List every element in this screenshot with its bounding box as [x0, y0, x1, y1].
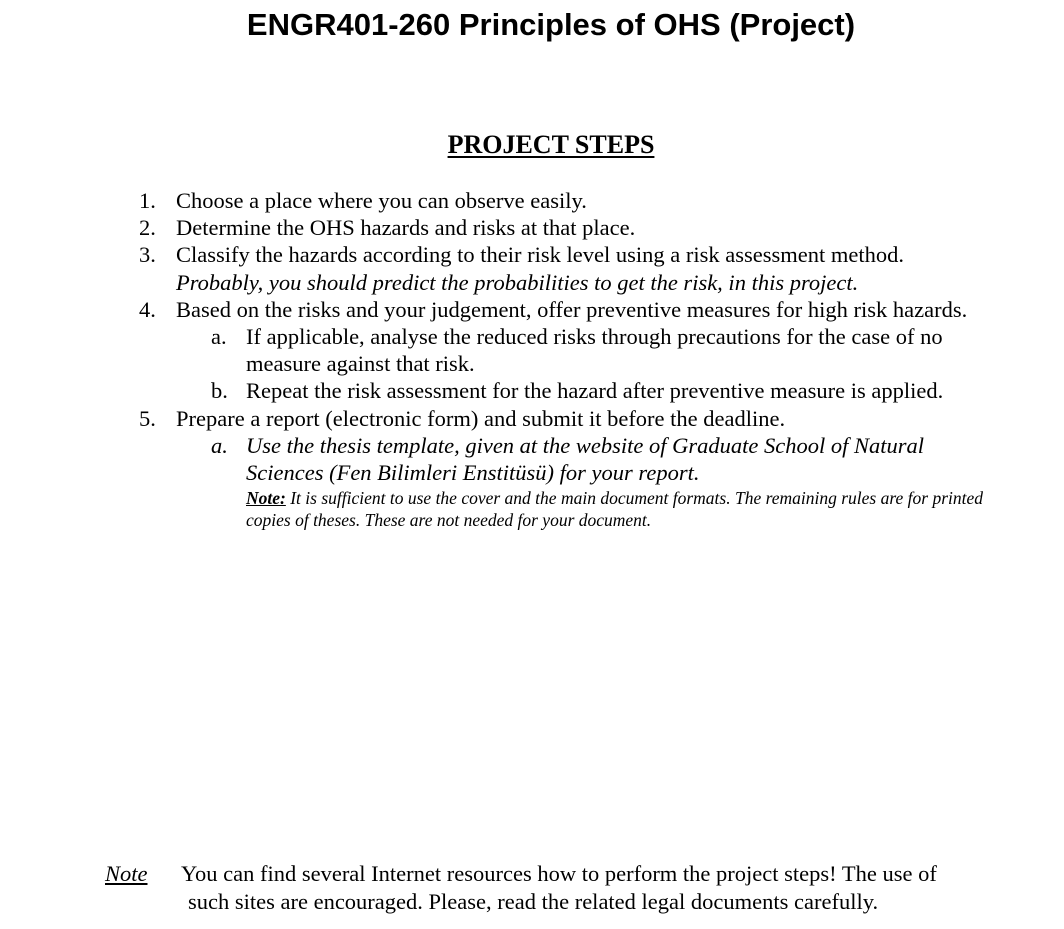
section-heading-text: PROJECT STEPS	[447, 130, 655, 159]
step-4	[0, 296, 1064, 323]
substep-text: If applicable, analyse the reduced risks through precautions for the case of no measure against that risk.	[246, 324, 943, 377]
section-heading	[0, 128, 1064, 162]
step-1	[0, 187, 1064, 214]
step-number: 1.	[139, 188, 156, 213]
substep-text: Repeat the risk assessment for the hazard after preventive measure is applied.	[246, 378, 944, 404]
step-note: Probably, you should predict the probabilities to get the risk, in this project.	[176, 269, 859, 295]
thesis-template-note	[246, 487, 1006, 531]
note-label: Note:	[246, 488, 286, 509]
step-text: Determine the OHS hazards and risks at that place.	[176, 215, 636, 241]
note-text: It is sufficient to use the cover and the main document formats. The remaining rules are for printed copies of theses. These are not needed for your document.	[246, 488, 984, 531]
footer-note-line-2: such sites are encouraged. Please, read the related legal documents carefully.	[188, 889, 879, 914]
footer-note	[0, 860, 1064, 916]
substep-text: Use the thesis template, given at the website of Graduate School of Natural Sciences (Fen Bilimleri Enstitüsü) for your report.	[246, 432, 925, 486]
step-text: Classify the hazards according to their risk level using a risk assessment method.	[176, 242, 904, 268]
substep-letter: a.	[211, 324, 227, 350]
step-3	[0, 241, 1064, 295]
step-number: 4.	[139, 296, 156, 322]
footer-note-label: Note	[105, 861, 148, 886]
step-5a	[0, 432, 1064, 486]
footer-note-line-1: You can find several Internet resources how to perform the project steps! The use of	[181, 861, 937, 886]
substep-letter: b.	[211, 378, 228, 404]
step-5	[0, 405, 1064, 432]
step-number: 2.	[139, 215, 156, 241]
project-steps-list	[0, 187, 1064, 531]
substep-letter: a.	[211, 432, 228, 458]
step-4b	[0, 377, 1064, 404]
footer-note-text	[181, 860, 1001, 916]
step-number: 3.	[139, 242, 156, 268]
step-number: 5.	[139, 405, 156, 431]
document-title: ENGR401-260 Principles of OHS (Project)	[246, 7, 856, 42]
step-text: Based on the risks and your judgement, offer preventive measures for high risk hazards.	[176, 296, 968, 322]
step-text: Prepare a report (electronic form) and submit it before the deadline.	[176, 405, 786, 431]
step-2	[0, 214, 1064, 241]
step-4a	[0, 323, 1064, 377]
step-text: Choose a place where you can observe easily.	[176, 188, 587, 213]
